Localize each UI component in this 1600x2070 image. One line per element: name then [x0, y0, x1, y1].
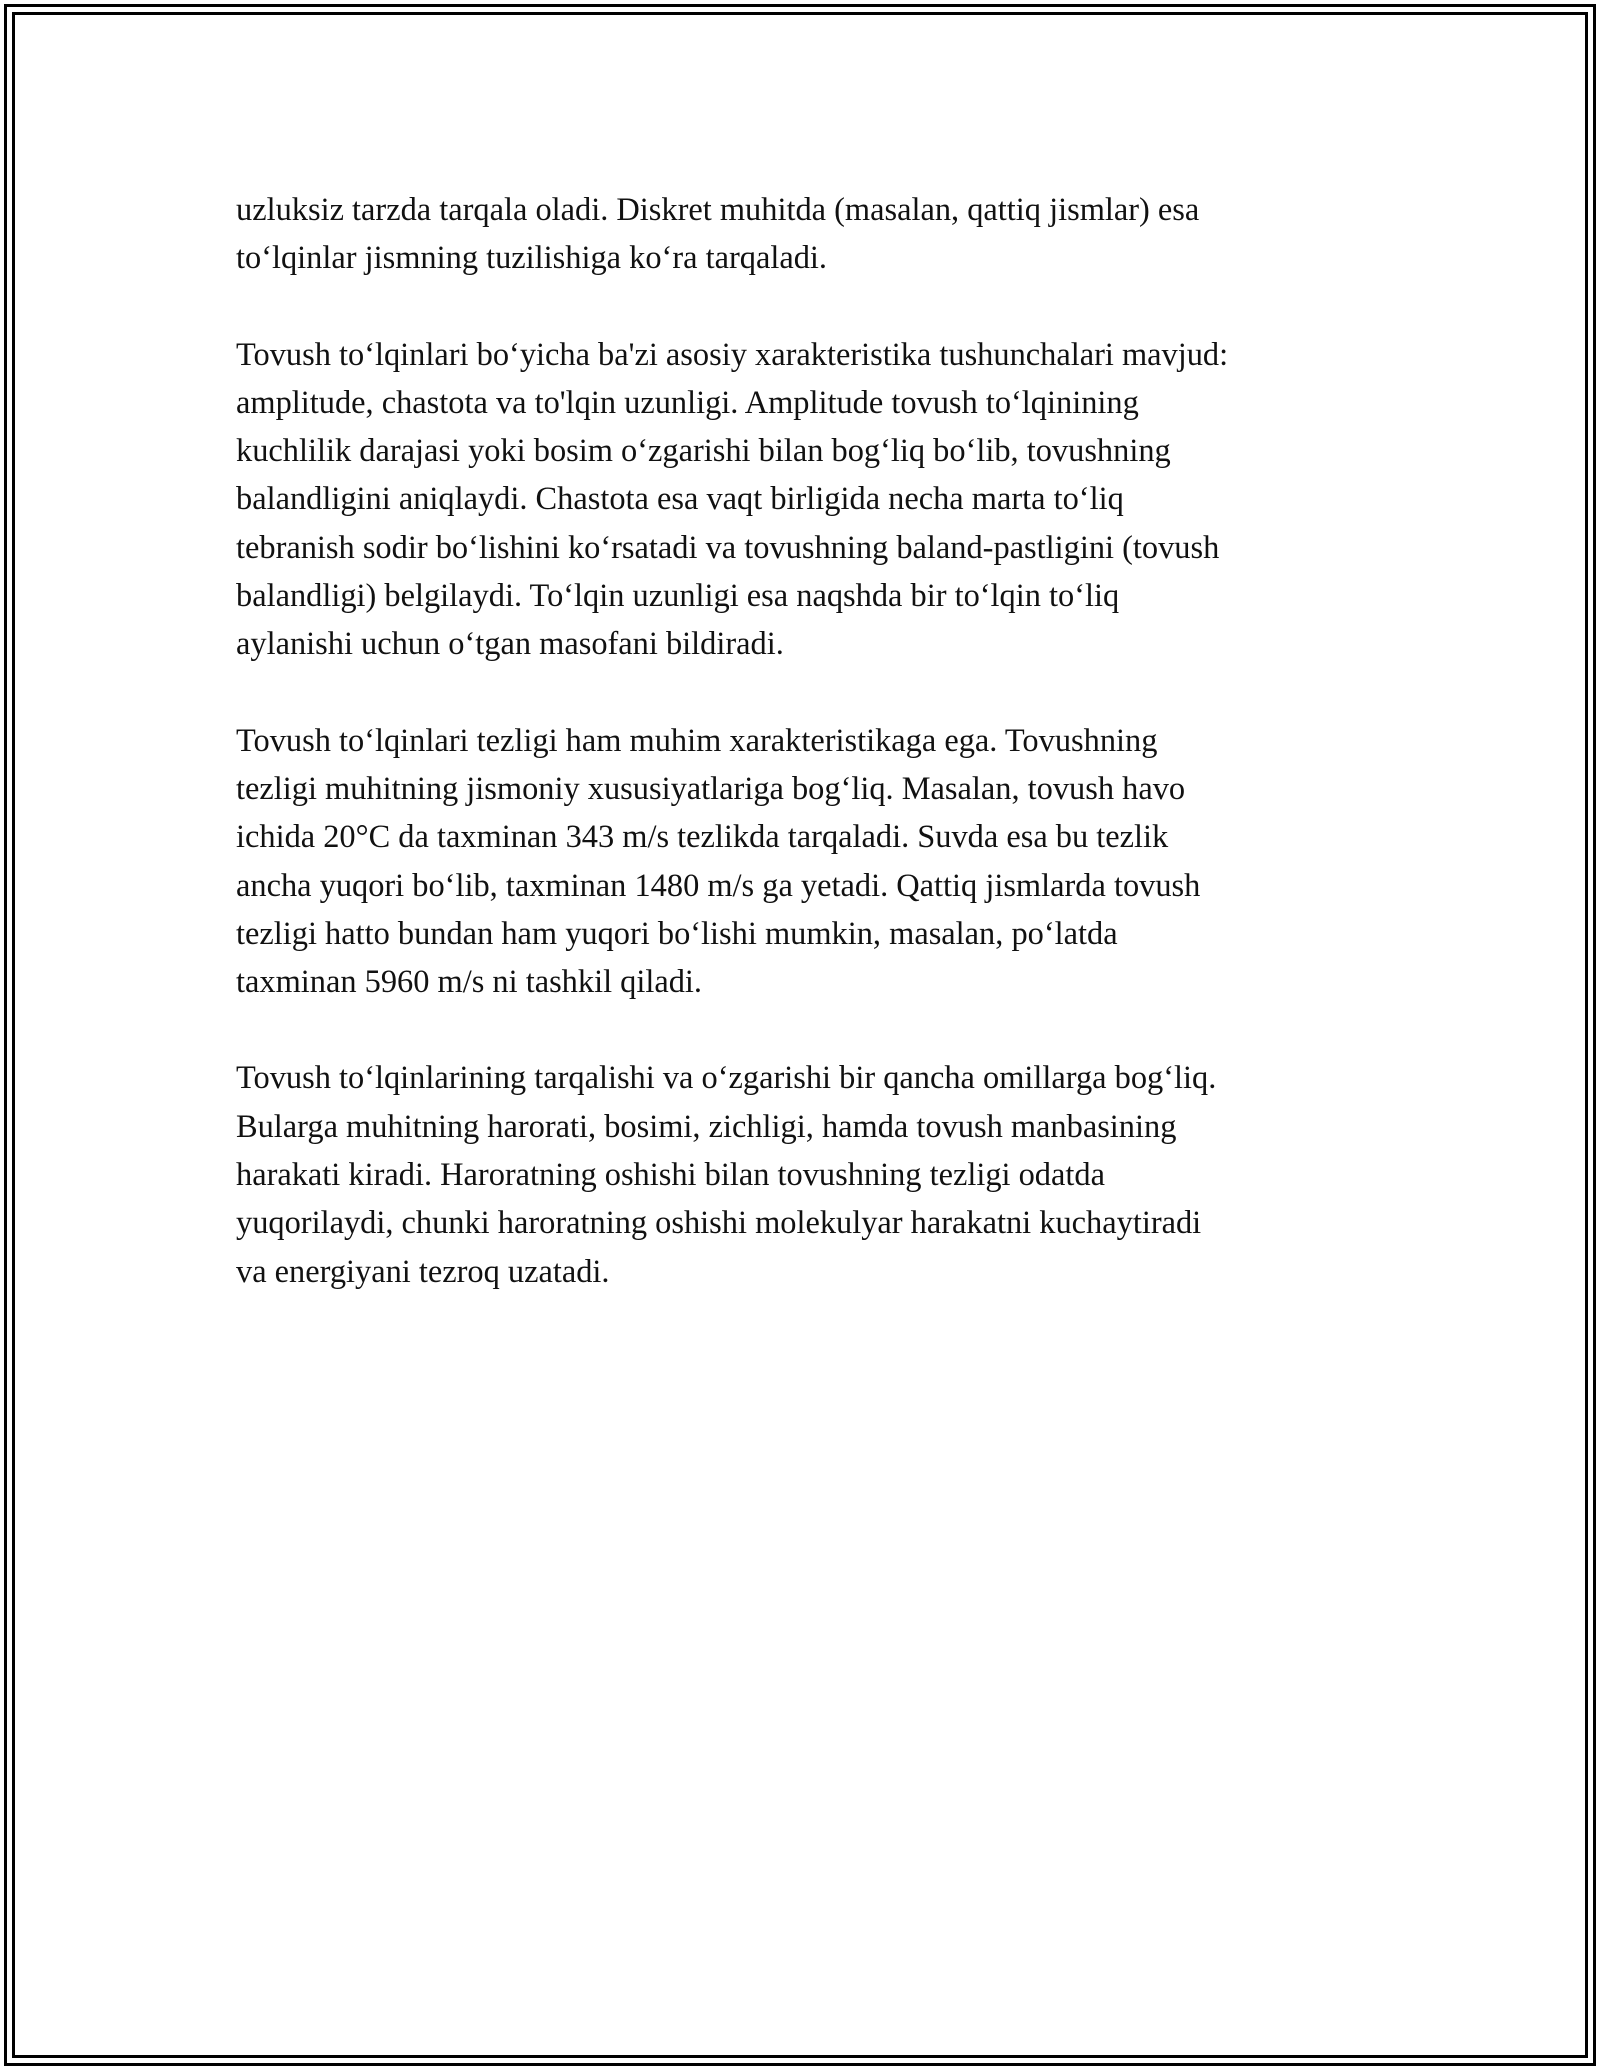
paragraph-2: Tovush to‘lqinlari bo‘yicha ba'zi asosiy xarakteristika tushunchalari mavjud: amplitude, chastota va to'lqin uzunligi. Amplitude tovush to‘lqinining kuchlilik darajasi yoki bosim o‘zgarishi bilan bog‘liq bo‘lib, tovushning balandligini aniqlaydi. Chastota esa vaqt birligida necha marta to‘liq tebranish sodir bo‘lishini ko‘rsatadi va tovushning baland-pastligini (tovush balandligi) belgilaydi. To‘lqin uzunligi esa naqshda bir to‘lqin to‘liq aylanishi uchun o‘tgan masofani bildiradi.	[236, 336, 1229, 663]
document-body	[236, 186, 1386, 1344]
paragraph-4: Tovush to‘lqinlarining tarqalishi va o‘zgarishi bir qancha omillarga bog‘liq. Bularga muhitning harorati, bosimi, zichligi, hamda tovush manbasining harakati kiradi. Haroratning oshishi bilan tovushning tezligi odatda yuqorilaydi, chunki haroratning oshishi molekulyar harakatni kuchaytiradi va energiyani tezroq uzatadi.	[236, 1060, 1217, 1290]
paragraph-3: Tovush to‘lqinlari tezligi ham muhim xarakteristikaga ega. Tovushning tezligi muhitning jismoniy xususiyatlariga bog‘liq. Masalan, tovush havo ichida 20°C da taxminan 343 m/s tezlikda tarqaladi. Suvda esa bu tezlik ancha yuqori bo‘lib, taxminan 1480 m/s ga yetadi. Qattiq jismlarda tovush tezligi hatto bundan ham yuqori bo‘lishi mumkin, masalan, po‘latda taxminan 5960 m/s ni tashkil qiladi.	[236, 722, 1201, 1001]
paragraph-1: uzluksiz tarzda tarqala oladi. Diskret muhitda (masalan, qattiq jismlar) esa to‘lqinlar jismning tuzilishiga ko‘ra tarqaladi.	[236, 192, 1200, 277]
